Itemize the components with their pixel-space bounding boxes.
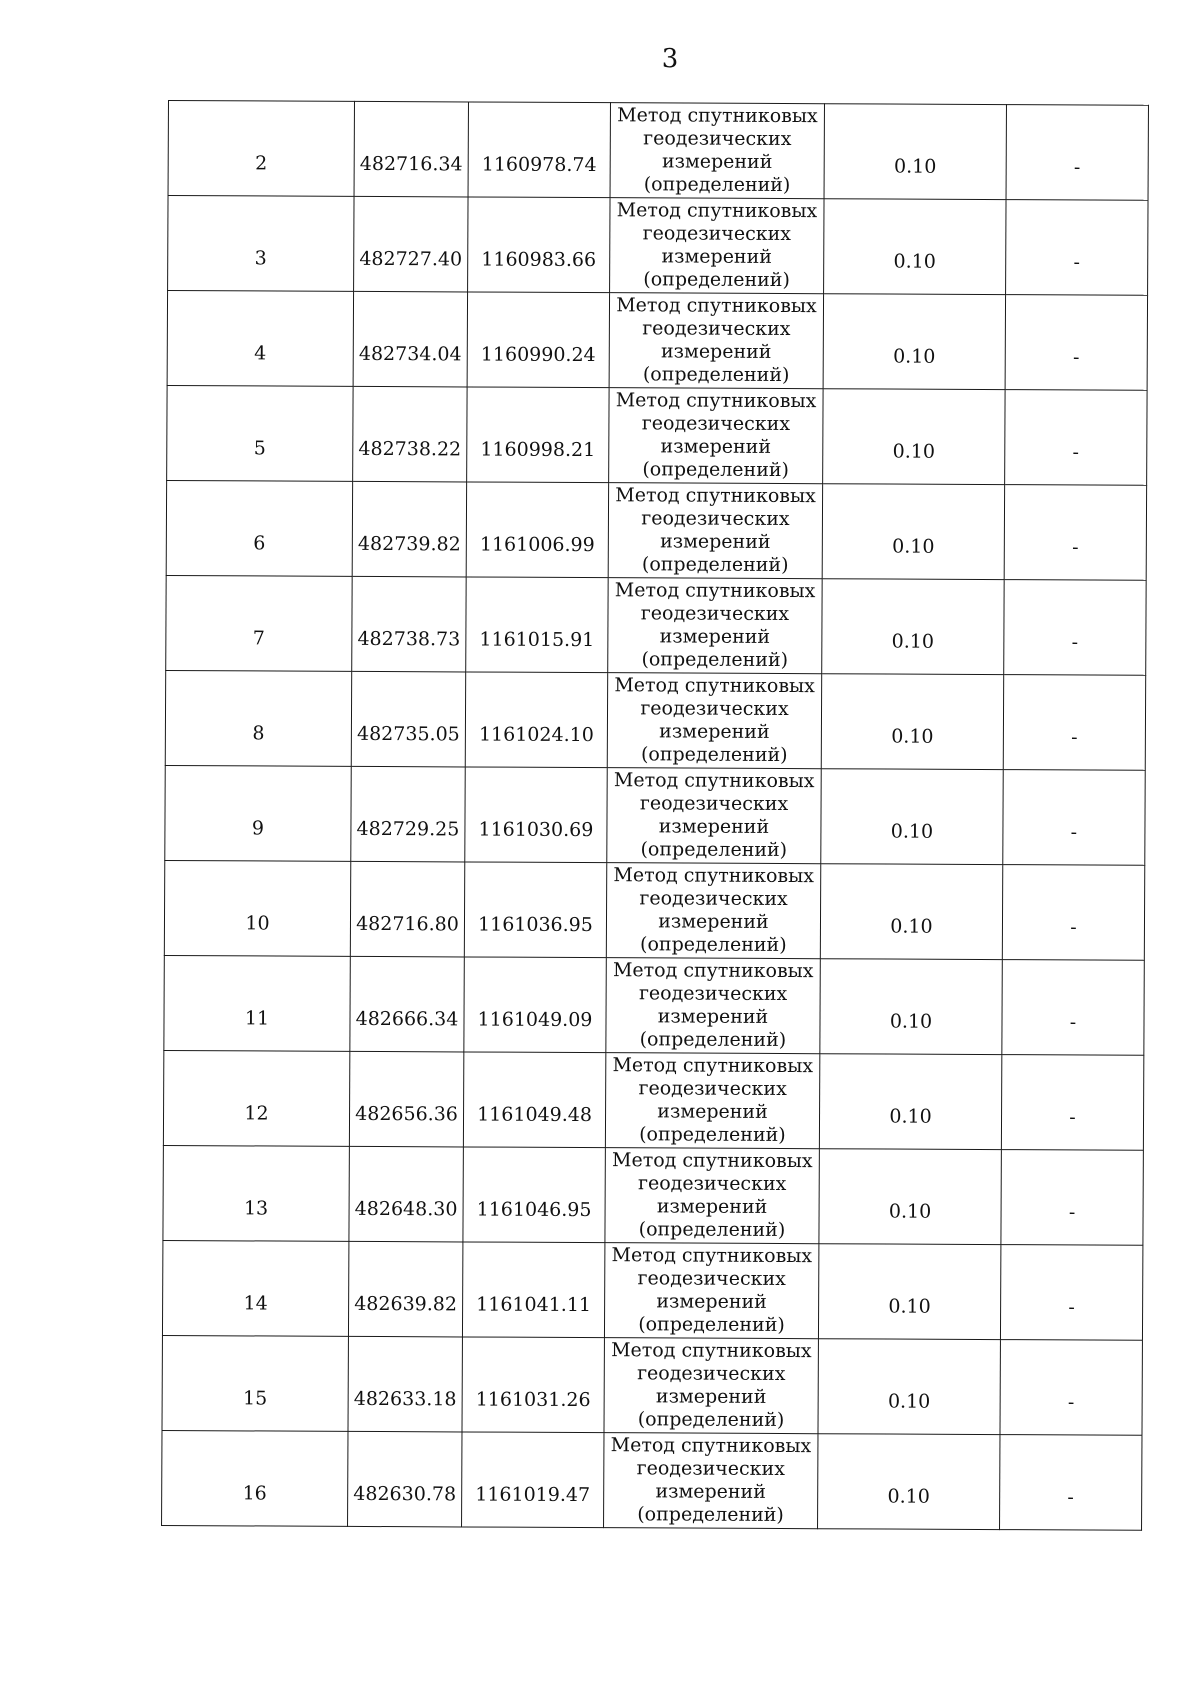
accuracy-cell: 0.10	[821, 674, 1003, 770]
method-text-line: Метод спутниковых	[612, 1054, 814, 1078]
y-coordinate-cell: 1161041.11	[462, 1242, 604, 1338]
coordinates-table-body	[162, 101, 1149, 1531]
point-number-cell: 6	[166, 480, 352, 576]
table-row	[166, 480, 1146, 580]
method-text-line: измерений	[658, 910, 769, 933]
method-text-line: (определений)	[639, 1028, 787, 1052]
method-text-line: геодезических	[640, 697, 789, 721]
method-cell	[610, 198, 824, 294]
method-text-line: Метод спутниковых	[616, 199, 818, 223]
method-text-line: измерений	[656, 1290, 767, 1313]
method-text-line: (определений)	[640, 838, 788, 862]
x-coordinate-cell: 482630.78	[348, 1431, 462, 1527]
method-text-line: геодезических	[637, 1362, 786, 1386]
note-cell: -	[1000, 1245, 1142, 1341]
method-text-line: Метод спутниковых	[615, 484, 816, 508]
y-coordinate-cell: 1161031.26	[462, 1337, 604, 1433]
method-text-line: Метод спутниковых	[611, 1244, 813, 1268]
coordinates-table-container	[161, 100, 1148, 1531]
point-number-cell: 5	[167, 385, 353, 481]
point-number-cell: 4	[167, 291, 353, 387]
method-text-line: геодезических	[642, 222, 792, 246]
table-row	[166, 575, 1146, 675]
method-text-line: (определений)	[640, 743, 788, 767]
method-text-line: Метод спутниковых	[610, 1434, 812, 1458]
accuracy-cell: 0.10	[818, 1339, 1000, 1435]
note-cell: -	[1006, 200, 1148, 296]
method-text-line: (определений)	[641, 648, 789, 672]
point-number-cell: 9	[165, 765, 351, 861]
method-cell	[607, 673, 821, 769]
method-text-line: геодезических	[636, 1457, 786, 1481]
y-coordinate-cell: 1161024.10	[465, 672, 607, 768]
method-text-line: (определений)	[637, 1503, 784, 1527]
x-coordinate-cell: 482735.05	[351, 671, 465, 767]
method-text-line: (определений)	[641, 553, 789, 577]
y-coordinate-cell: 1161049.09	[464, 957, 606, 1053]
method-cell	[610, 103, 824, 199]
note-cell: -	[1001, 1055, 1143, 1151]
accuracy-cell: 0.10	[822, 484, 1004, 580]
method-cell	[608, 578, 822, 674]
y-coordinate-cell: 1161030.69	[465, 767, 607, 863]
method-text-line: (определений)	[640, 933, 787, 957]
y-coordinate-cell: 1161046.95	[463, 1147, 605, 1243]
note-cell: -	[1000, 1340, 1142, 1436]
method-text-line: геодезических	[641, 507, 790, 531]
method-text-line: Метод спутниковых	[612, 959, 814, 983]
accuracy-cell: 0.10	[821, 769, 1003, 865]
method-text-line: Метод спутниковых	[614, 579, 816, 603]
method-text-line: измерений	[660, 530, 771, 553]
accuracy-cell: 0.10	[824, 104, 1006, 200]
table-row	[165, 670, 1145, 770]
note-cell: -	[1000, 1435, 1142, 1531]
note-cell: -	[1002, 960, 1144, 1056]
method-text-line: измерений	[660, 340, 772, 363]
y-coordinate-cell: 1161015.91	[466, 577, 608, 673]
accuracy-cell: 0.10	[820, 864, 1002, 960]
method-cell	[604, 1243, 818, 1339]
x-coordinate-cell: 482738.73	[352, 576, 466, 672]
accuracy-cell: 0.10	[818, 1434, 1000, 1530]
note-cell: -	[1003, 770, 1145, 866]
method-text-line: (определений)	[639, 1123, 786, 1147]
x-coordinate-cell: 482734.04	[353, 291, 467, 387]
method-text-line: Метод спутниковых	[611, 1339, 812, 1363]
note-cell: -	[1005, 390, 1147, 486]
y-coordinate-cell: 1161036.95	[464, 862, 606, 958]
method-text-line: Метод спутниковых	[616, 294, 817, 318]
method-text-line: геодезических	[643, 127, 792, 151]
table-row	[163, 1050, 1143, 1150]
x-coordinate-cell: 482648.30	[349, 1146, 463, 1242]
point-number-cell: 11	[164, 955, 350, 1051]
accuracy-cell: 0.10	[820, 959, 1002, 1055]
method-text-line: Метод спутниковых	[611, 1149, 813, 1173]
point-number-cell: 14	[162, 1240, 348, 1336]
method-text-line: (определений)	[638, 1218, 786, 1242]
y-coordinate-cell: 1161049.48	[463, 1052, 605, 1148]
accuracy-cell: 0.10	[823, 294, 1005, 390]
method-text-line: геодезических	[638, 1077, 787, 1101]
method-text-line: измерений	[658, 815, 770, 838]
table-row	[167, 291, 1147, 391]
method-text-line: Метод спутниковых	[615, 389, 817, 413]
method-cell	[606, 863, 820, 959]
accuracy-cell: 0.10	[822, 579, 1004, 675]
y-coordinate-cell: 1160978.74	[468, 102, 610, 198]
method-text-line: (определений)	[638, 1313, 785, 1337]
table-row	[162, 1240, 1142, 1340]
coordinates-table	[161, 100, 1149, 1531]
method-text-line: геодезических	[640, 602, 790, 626]
accuracy-cell: 0.10	[818, 1244, 1000, 1340]
point-number-cell: 2	[168, 101, 354, 197]
x-coordinate-cell: 482727.40	[354, 196, 468, 292]
method-text-line: геодезических	[639, 887, 788, 911]
method-text-line: измерений	[661, 150, 773, 173]
method-text-line: измерений	[657, 1100, 768, 1123]
method-text-line: измерений	[659, 720, 770, 743]
method-text-line: Метод спутниковых	[613, 769, 815, 793]
note-cell: -	[1003, 675, 1145, 771]
method-text-line: (определений)	[642, 458, 790, 482]
method-cell	[605, 1148, 819, 1244]
accuracy-cell: 0.10	[819, 1149, 1001, 1245]
method-text-line: измерений	[661, 245, 773, 268]
x-coordinate-cell: 482716.80	[350, 861, 464, 957]
method-text-line: измерений	[657, 1005, 769, 1028]
point-number-cell: 16	[162, 1430, 348, 1526]
method-cell	[604, 1433, 818, 1529]
method-text-line: (определений)	[643, 268, 790, 292]
point-number-cell: 3	[168, 196, 354, 292]
point-number-cell: 7	[166, 575, 352, 671]
y-coordinate-cell: 1161019.47	[462, 1432, 604, 1528]
method-text-line: измерений	[659, 625, 771, 648]
x-coordinate-cell: 482716.34	[354, 101, 468, 197]
method-text-line: геодезических	[641, 412, 791, 436]
method-cell	[604, 1338, 818, 1434]
accuracy-cell: 0.10	[823, 389, 1005, 485]
note-cell: -	[1004, 580, 1146, 676]
table-row	[163, 1145, 1143, 1245]
method-cell	[609, 388, 823, 484]
point-number-cell: 8	[165, 670, 351, 766]
method-text-line: (определений)	[637, 1408, 785, 1432]
note-cell: -	[1006, 105, 1148, 201]
x-coordinate-cell: 482666.34	[350, 956, 464, 1052]
table-row	[164, 860, 1144, 960]
x-coordinate-cell: 482656.36	[349, 1051, 463, 1147]
method-text-line: измерений	[656, 1195, 768, 1218]
method-cell	[608, 483, 822, 579]
method-text-line: Метод спутниковых	[617, 104, 818, 128]
accuracy-cell: 0.10	[824, 199, 1006, 295]
table-row	[168, 196, 1148, 296]
method-text-line: измерений	[655, 1385, 767, 1408]
table-row	[165, 765, 1145, 865]
point-number-cell: 10	[164, 860, 350, 956]
method-text-line: геодезических	[637, 1267, 786, 1291]
y-coordinate-cell: 1160990.24	[467, 292, 609, 388]
y-coordinate-cell: 1161006.99	[466, 482, 608, 578]
method-text-line: геодезических	[642, 317, 791, 341]
page-number: 3	[661, 44, 679, 74]
note-cell: -	[1001, 1150, 1143, 1246]
method-text-line: геодезических	[638, 1172, 787, 1196]
accuracy-cell: 0.10	[819, 1054, 1001, 1150]
point-number-cell: 12	[163, 1050, 349, 1146]
method-cell	[607, 768, 821, 864]
table-row	[167, 385, 1147, 485]
method-text-line: Метод спутниковых	[614, 674, 815, 698]
table-row	[168, 101, 1148, 201]
x-coordinate-cell: 482738.22	[353, 386, 467, 482]
method-text-line: (определений)	[643, 173, 791, 197]
table-row	[164, 955, 1144, 1055]
x-coordinate-cell: 482639.82	[348, 1241, 462, 1337]
method-text-line: измерений	[655, 1480, 766, 1503]
method-text-line: геодезических	[638, 982, 788, 1006]
table-row	[162, 1430, 1142, 1530]
note-cell: -	[1004, 485, 1146, 581]
note-cell: -	[1005, 295, 1147, 391]
method-cell	[606, 958, 820, 1054]
note-cell: -	[1002, 865, 1144, 961]
x-coordinate-cell: 482633.18	[348, 1336, 462, 1432]
x-coordinate-cell: 482739.82	[352, 481, 466, 577]
method-cell	[609, 293, 823, 389]
method-text-line: Метод спутниковых	[613, 864, 815, 888]
method-text-line: измерений	[660, 435, 772, 458]
method-text-line: геодезических	[639, 792, 789, 816]
method-cell	[605, 1053, 819, 1149]
x-coordinate-cell: 482729.25	[351, 766, 465, 862]
point-number-cell: 13	[163, 1145, 349, 1241]
y-coordinate-cell: 1160998.21	[467, 387, 609, 483]
y-coordinate-cell: 1160983.66	[468, 197, 610, 293]
point-number-cell: 15	[162, 1335, 348, 1431]
method-text-line: (определений)	[642, 363, 790, 387]
table-row	[162, 1335, 1142, 1435]
